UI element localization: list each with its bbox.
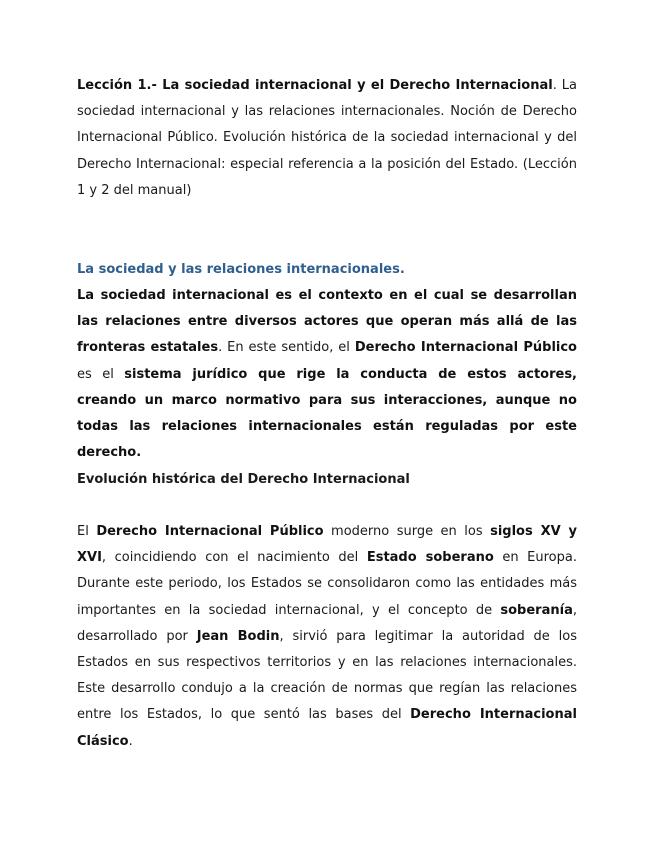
body-text: , coincidiendo con el nacimiento del <box>101 550 367 566</box>
bold-text: Jean Bodin <box>196 628 280 644</box>
lesson-title: Lección 1.- La sociedad internacional y el Derecho Internacional <box>77 78 553 93</box>
sociedad-paragraph <box>77 283 577 466</box>
body-text: . En este sentido, el <box>218 340 355 356</box>
bold-text: Derecho Internacional Público <box>96 524 324 539</box>
body-text: . <box>128 733 133 749</box>
body-text: , desarrollado por <box>77 602 577 644</box>
bold-text: soberanía <box>500 602 573 618</box>
bold-text: Derecho Internacional Público <box>354 340 577 356</box>
lesson-body: . La sociedad internacional y las relaciones internacionales. Noción de Derecho Internacional Público. Evolución histórica de la sociedad internacional y del Derecho Internacional: especial referencia a la posición del Estado. (Lección 1 y 2 del manual) <box>77 78 577 198</box>
body-text: moderno surge en los <box>323 524 491 539</box>
bold-text: Derecho Internacional Clásico <box>77 707 577 749</box>
evolucion-paragraph <box>77 519 577 755</box>
bold-text: siglos XV y XVI <box>77 524 577 566</box>
body-text: El <box>77 524 97 539</box>
lesson-paragraph <box>77 73 577 204</box>
bold-text: Estado soberano <box>366 550 494 566</box>
section-heading-sociedad: La sociedad y las relaciones internacionales. <box>77 262 405 277</box>
bold-text: sistema jurídico que rige la conducta de estos actores, creando un marco normativo para sus interacciones, aunque no todas las relaciones internacionales están reguladas por este derecho. <box>77 366 577 461</box>
body-text: , sirvió para legitimar la autoridad de los Estados en sus respectivos territorios y en las relaciones internacionales. Este desarrollo condujo a la creación de normas que regían las relaciones entre los Estados, lo que sentó las bases del <box>77 628 577 723</box>
body-text: en Europa. Durante este periodo, los Estados se consolidaron como las entidades más importantes en la sociedad internacional, y el concepto de <box>77 550 577 618</box>
body-text: es el <box>77 366 125 382</box>
bold-text: La sociedad internacional es el contexto en el cual se desarrollan las relaciones entre diversos actores que operan más allá de las fronteras estatales <box>77 288 577 356</box>
section-heading-evolucion: Evolución histórica del Derecho Internacional <box>77 472 410 487</box>
